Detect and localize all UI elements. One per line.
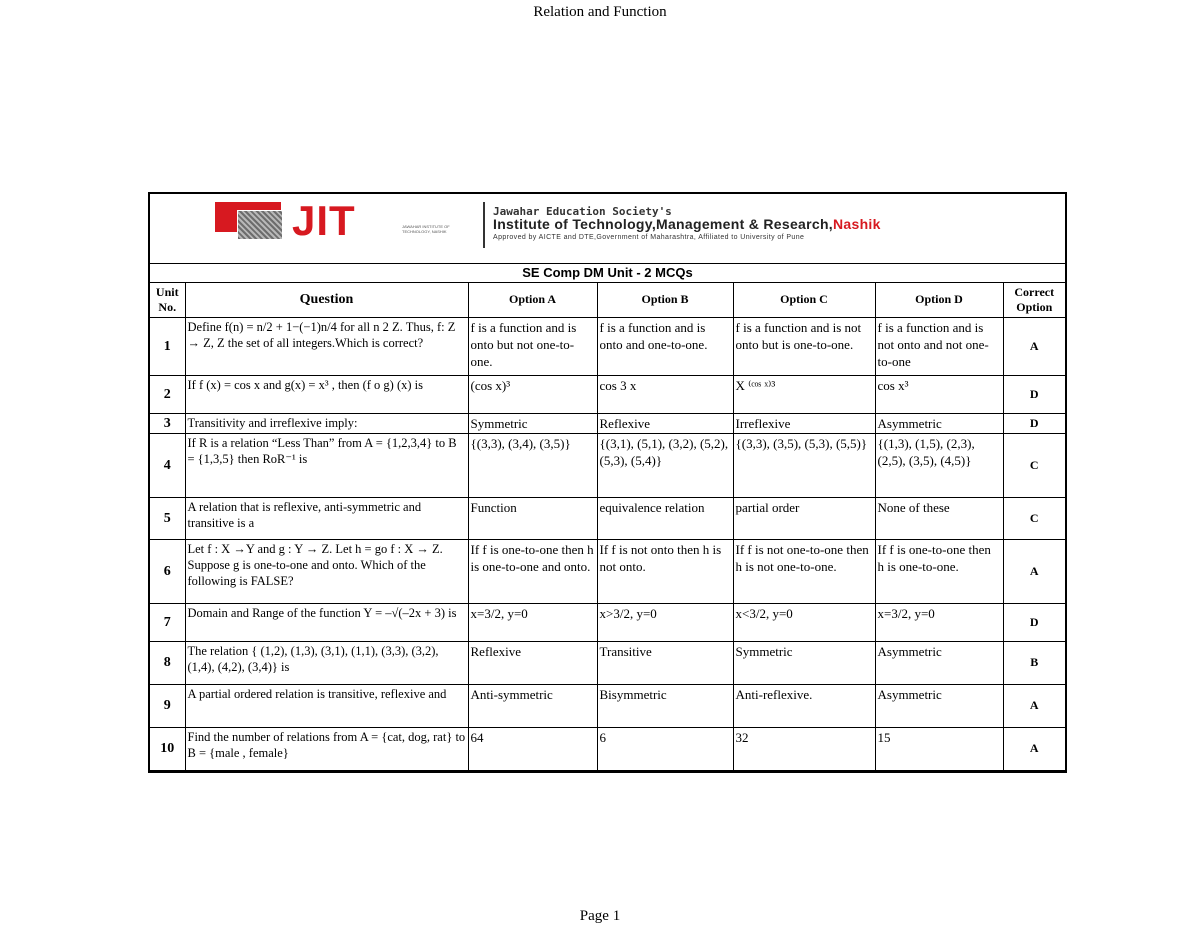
question-number: 8 — [150, 641, 185, 684]
logo-subtext: JAWAHAR INSTITUTE OF TECHNOLOGY, NASHIK — [402, 224, 450, 234]
approval-line: Approved by AICTE and DTE,Government of Maharashtra, Affiliated to University of Pune — [493, 234, 805, 241]
question-number: 9 — [150, 684, 185, 727]
option-b: {(3,1), (5,1), (3,2), (5,2), (5,3), (5,4)} — [597, 433, 733, 497]
correct-option: D — [1003, 603, 1065, 641]
question-text: A relation that is reflexive, anti-symmetric and transitive is a — [185, 497, 468, 539]
option-a: If f is one-to-one then h is one-to-one and onto. — [468, 539, 597, 603]
table-row — [150, 727, 1065, 770]
option-a: f is a function and is onto but not one-to-one. — [468, 317, 597, 375]
option-d: None of these — [875, 497, 1003, 539]
header-correct-option: Correct Option — [1003, 283, 1065, 317]
header-option-c: Option C — [733, 283, 875, 317]
option-c: Symmetric — [733, 641, 875, 684]
header-option-b: Option B — [597, 283, 733, 317]
option-c: x<3/2, y=0 — [733, 603, 875, 641]
option-d: Asymmetric — [875, 413, 1003, 433]
header-option-d: Option D — [875, 283, 1003, 317]
question-number: 10 — [150, 727, 185, 770]
option-c: f is a function and is not onto but is one-to-one. — [733, 317, 875, 375]
option-a: Reflexive — [468, 641, 597, 684]
table-row — [150, 539, 1065, 603]
option-c: X ⁽ᶜᵒˢ ˣ⁾³ — [733, 375, 875, 413]
table-row — [150, 684, 1065, 727]
question-text: Let f : X →Y and g : Y → Z. Let h = go f : X → Z. Suppose g is one-to-one and onto. Which of the following is FALSE? — [185, 539, 468, 603]
page-footer: Page 1 — [579, 908, 621, 924]
banner-divider — [483, 202, 485, 248]
option-b: f is a function and is onto and one-to-one. — [597, 317, 733, 375]
option-c: If f is not one-to-one then h is not one-to-one. — [733, 539, 875, 603]
institute-name — [493, 216, 881, 232]
option-b: x>3/2, y=0 — [597, 603, 733, 641]
table-row — [150, 317, 1065, 375]
option-c: Anti-reflexive. — [733, 684, 875, 727]
mcq-sheet — [148, 192, 1067, 773]
question-text: Transitivity and irreflexive imply: — [185, 413, 468, 433]
option-a: Function — [468, 497, 597, 539]
option-d: Asymmetric — [875, 641, 1003, 684]
correct-option: A — [1003, 727, 1065, 770]
table-header-row — [150, 283, 1065, 317]
question-text: A partial ordered relation is transitive, reflexive and — [185, 684, 468, 727]
question-text: The relation { (1,2), (1,3), (3,1), (1,1), (3,3), (3,2), (1,4), (4,2), (3,4)} is — [185, 641, 468, 684]
correct-option: C — [1003, 497, 1065, 539]
institute-city: Nashik — [833, 216, 881, 232]
option-a: Anti-symmetric — [468, 684, 597, 727]
correct-option: D — [1003, 375, 1065, 413]
question-text: If f (x) = cos x and g(x) = x³ , then (f o g) (x) is — [185, 375, 468, 413]
question-text: If R is a relation “Less Than” from A = {1,2,3,4} to B = {1,3,5} then RoR⁻¹ is — [185, 433, 468, 497]
correct-option: C — [1003, 433, 1065, 497]
option-a: 64 — [468, 727, 597, 770]
correct-option: A — [1003, 539, 1065, 603]
option-d: {(1,3), (1,5), (2,3), (2,5), (3,5), (4,5)} — [875, 433, 1003, 497]
correct-option: A — [1003, 317, 1065, 375]
question-number: 7 — [150, 603, 185, 641]
question-text: Define f(n) = n/2 + 1−(−1)n/4 for all n 2 Z. Thus, f: Z → Z, Z the set of all integers.Which is correct? — [185, 317, 468, 375]
option-b: cos 3 x — [597, 375, 733, 413]
option-b: If f is not onto then h is not onto. — [597, 539, 733, 603]
option-a: (cos x)³ — [468, 375, 597, 413]
option-b: Reflexive — [597, 413, 733, 433]
question-number: 5 — [150, 497, 185, 539]
option-b: 6 — [597, 727, 733, 770]
option-a: x=3/2, y=0 — [468, 603, 597, 641]
institute-name-text: Institute of Technology,Management & Research, — [493, 216, 833, 232]
option-c: Irreflexive — [733, 413, 875, 433]
correct-option: B — [1003, 641, 1065, 684]
option-a: {(3,3), (3,4), (3,5)} — [468, 433, 597, 497]
option-d: x=3/2, y=0 — [875, 603, 1003, 641]
option-c: partial order — [733, 497, 875, 539]
header-question: Question — [185, 283, 468, 317]
question-number: 4 — [150, 433, 185, 497]
table-row — [150, 433, 1065, 497]
option-d: If f is one-to-one then h is one-to-one. — [875, 539, 1003, 603]
question-number: 2 — [150, 375, 185, 413]
option-d: Asymmetric — [875, 684, 1003, 727]
table-row — [150, 413, 1065, 433]
page-header: Relation and Function — [533, 4, 667, 20]
option-a: Symmetric — [468, 413, 597, 433]
question-number: 3 — [150, 413, 185, 433]
logo-emblem-icon — [238, 211, 282, 239]
society-name: Jawahar Education Society's — [493, 205, 672, 218]
sheet-title: SE Comp DM Unit - 2 MCQs — [150, 264, 1065, 283]
question-number: 6 — [150, 539, 185, 603]
question-text: Domain and Range of the function Y = –√(–2x + 3) is — [185, 603, 468, 641]
option-c: {(3,3), (3,5), (5,3), (5,5)} — [733, 433, 875, 497]
table-row — [150, 497, 1065, 539]
option-d: f is a function and is not onto and not one-to-one — [875, 317, 1003, 375]
header-option-a: Option A — [468, 283, 597, 317]
header-unit-no: Unit No. — [150, 283, 185, 317]
table-row — [150, 375, 1065, 413]
correct-option: D — [1003, 413, 1065, 433]
question-text: Find the number of relations from A = {cat, dog, rat} to B = {male , female} — [185, 727, 468, 770]
correct-option: A — [1003, 684, 1065, 727]
mcq-table — [150, 283, 1065, 771]
option-b: Transitive — [597, 641, 733, 684]
logo-mark-block — [215, 202, 237, 232]
option-b: Bisymmetric — [597, 684, 733, 727]
table-row — [150, 641, 1065, 684]
institute-banner — [150, 194, 1065, 264]
logo-text: JIT — [292, 197, 356, 244]
option-d: 15 — [875, 727, 1003, 770]
option-c: 32 — [733, 727, 875, 770]
table-row — [150, 603, 1065, 641]
question-number: 1 — [150, 317, 185, 375]
option-b: equivalence relation — [597, 497, 733, 539]
option-d: cos x³ — [875, 375, 1003, 413]
